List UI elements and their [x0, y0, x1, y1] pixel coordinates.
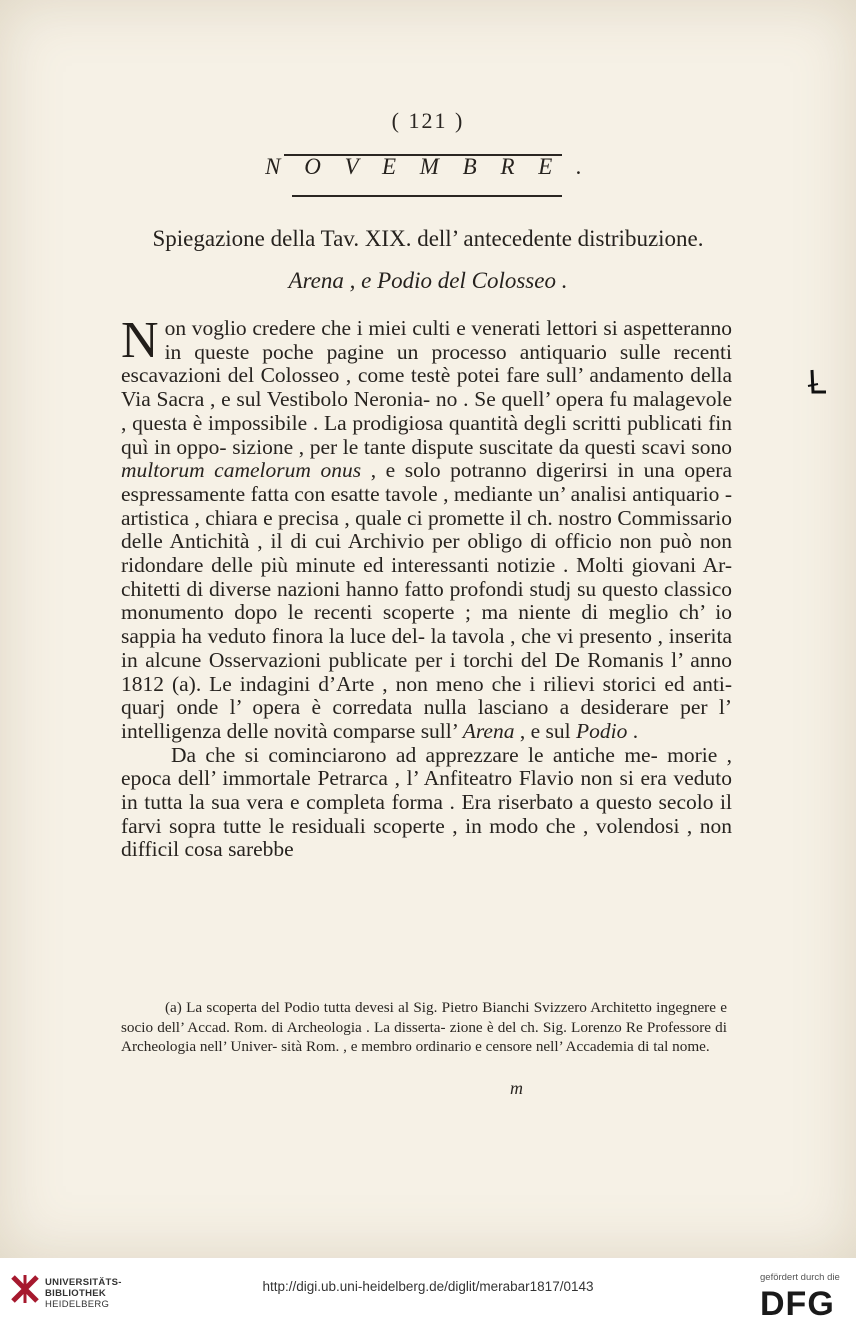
month-heading: N O V E M B R E .: [265, 154, 591, 179]
footnote: [121, 998, 727, 1057]
library-logo-text: UNIVERSITÄTS- BIBLIOTHEK HEIDELBERG: [45, 1277, 122, 1310]
dfg-logo: DFG: [760, 1285, 835, 1323]
drop-cap: N: [121, 312, 159, 369]
funded-by-label: gefördert durch die: [760, 1272, 840, 1283]
header-rule-bottom: [292, 195, 562, 197]
signature-mark: m: [510, 1078, 523, 1098]
paragraph-1: Non voglio credere che i miei culti e venerati lettori si aspetteranno in queste poche pagine un processo antiquario sulle recenti escavazioni del Colosseo , come testè potei fare sull’ andamento della Via Sacra , e sul Vestibolo Neronia- no . Se quell’ opera fu malagevole , questa è impossibile . La prodigiosa quantità degli scritti publicati fin quì in oppo- sizione , per le tante dispute suscitate da questi scavi sono multorum camelorum onus , e solo potranno digerirsi in una opera espressamente fatta con esatte tavole , mediante un’ analisi antiquario - artistica , chiara e precisa , quale ci promette il ch. nostro Commissario delle Antichità , il di cui Archivio per obligo di officio non può non ridondare delle più minute ed interessanti notizie . Molti giovani Ar- chitetti di diverse nazioni hanno fatto profondi studj su questo classico monumento dopo le recenti scoperte ; ma niente di meglio ch’ io sappia ha veduto finora la luce del- la tavola , che vi presento , inserita in alcune Osservazioni publicate per i torchi del De Romanis l’ anno 1812 (a). Le indagini d’Arte , non meno che i rilievi storici ed anti- quarj onde l’ opera è corredata nulla lasciano a desiderare per l’ intelligenza delle novità comparse sull’ Arena , e sul Podio .: [121, 312, 733, 743]
footnote-text: (a) La scoperta del Podio tutta devesi al Sig. Pietro Bianchi Svizzero Architetto ingegnere e socio dell’ Accad. Rom. di Archeologia . La disserta- zione è del ch. Sig. Lorenzo Re Professore di Archeologia nell’ Univer- sità Rom. , e membro ordinario e censore nell’ Accademia di tal nome.: [121, 999, 727, 1055]
plate-subtitle: Spiegazione della Tav. XIX. dell’ antecedente distribuzione.: [152, 226, 704, 251]
margin-annotation-mark: [804, 368, 832, 398]
permalink-url[interactable]: http://digi.ub.uni-heidelberg.de/diglit/merabar1817/0143: [262, 1279, 594, 1294]
italic-phrase: multorum camelorum onus: [121, 458, 362, 483]
main-text: [121, 312, 733, 862]
section-title: Arena , e Podio del Colosseo .: [288, 268, 568, 293]
page-number: ( 121 ): [391, 108, 465, 133]
paragraph-2: Da che si cominciarono ad apprezzare le antiche me- morie , epoca dell’ immortale Petrarca , l’ Anfiteatro Flavio non si era veduto in tutta la sua vera e completa forma . Era riserbato a questo secolo il farvi sopra tutte le residuali scoperte , in modo che , volendosi , non difficil cosa sarebbe: [121, 742, 732, 862]
